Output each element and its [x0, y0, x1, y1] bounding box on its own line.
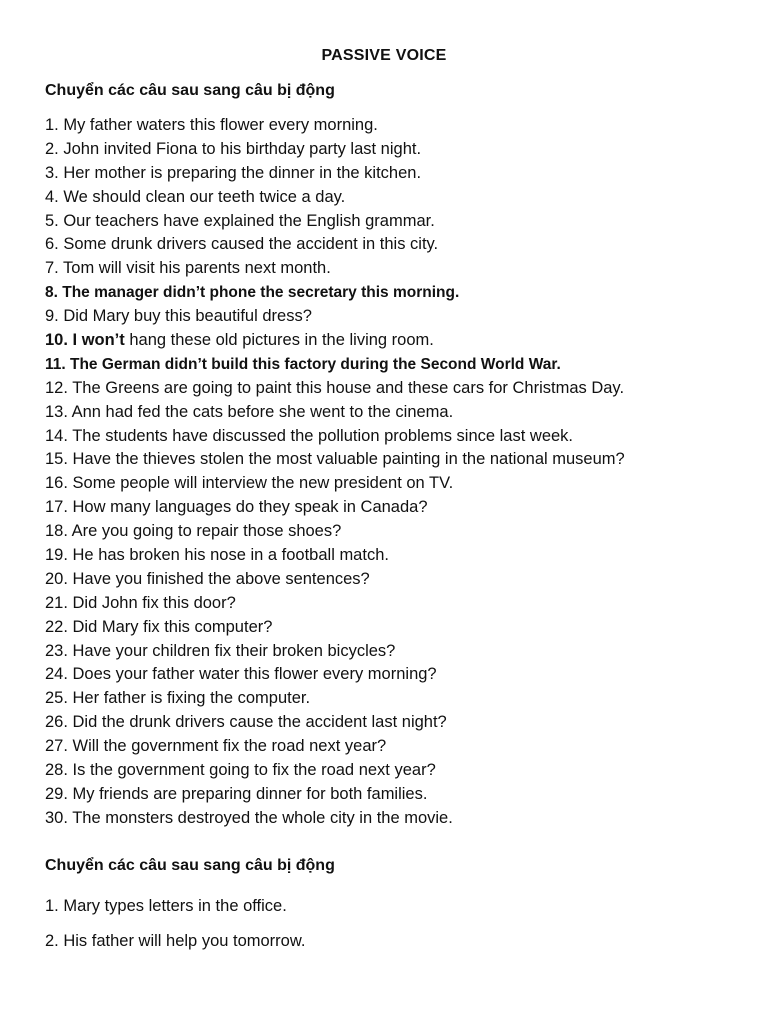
list-item: [45, 329, 625, 353]
list-item: 6. Some drunk drivers caused the accident in this city.: [45, 235, 439, 254]
list-item: 2. John invited Fiona to his birthday party last night.: [45, 139, 422, 158]
list-item: 30. The monsters destroyed the whole city in the movie.: [45, 808, 453, 827]
list-item: 22. Did Mary fix this computer?: [45, 617, 273, 636]
page-title: PASSIVE VOICE: [321, 47, 447, 64]
exercise-list: [45, 114, 625, 831]
list-item: 11. The German didn’t build this factory during the Second World War.: [45, 355, 561, 373]
list-item: 16. Some people will interview the new president on TV.: [45, 474, 454, 493]
list-item: 24. Does your father water this flower every morning?: [45, 665, 437, 684]
list-item: 2. His father will help you tomorrow.: [45, 932, 306, 950]
list-item: 17. How many languages do they speak in Canada?: [45, 498, 428, 517]
list-item: 25. Her father is fixing the computer.: [45, 689, 311, 708]
list-item: 18. Are you going to repair those shoes?: [45, 522, 342, 541]
list-item: 4. We should clean our teeth twice a day.: [45, 187, 346, 206]
list-item: 27. Will the government fix the road next year?: [45, 737, 387, 756]
list-item: 26. Did the drunk drivers cause the accident last night?: [45, 713, 447, 732]
list-item: 28. Is the government going to fix the road next year?: [45, 761, 436, 780]
list-item: 13. Ann had fed the cats before she went to the cinema.: [45, 402, 454, 421]
section-heading: Chuyển các câu sau sang câu bị động: [45, 82, 335, 99]
list-item: 20. Have you finished the above sentences?: [45, 569, 370, 588]
list-item-rest: hang these old pictures in the living room.: [124, 331, 434, 350]
list-item: 23. Have your children fix their broken bicycles?: [45, 641, 396, 660]
section-heading: Chuyển các câu sau sang câu bị động: [45, 857, 335, 874]
list-item: 19. He has broken his nose in a football match.: [45, 546, 389, 565]
list-item: 8. The manager didn’t phone the secretary this morning.: [45, 284, 460, 302]
list-item: 14. The students have discussed the pollution problems since last week.: [45, 426, 573, 445]
list-item: 3. Her mother is preparing the dinner in the kitchen.: [45, 163, 422, 182]
list-item: 1. My father waters this flower every morning.: [45, 116, 378, 134]
list-item: 15. Have the thieves stolen the most valuable painting in the national museum?: [45, 450, 625, 469]
list-item: 12. The Greens are going to paint this house and these cars for Christmas Day.: [45, 378, 625, 397]
list-item: 9. Did Mary buy this beautiful dress?: [45, 307, 312, 326]
list-item-bold-part: 10. I won’t: [45, 331, 125, 350]
exercise-list: [45, 889, 305, 959]
list-item: 21. Did John fix this door?: [45, 593, 236, 612]
list-item: 29. My friends are preparing dinner for both families.: [45, 784, 428, 803]
list-item: 1. Mary types letters in the office.: [45, 897, 287, 915]
list-item: 5. Our teachers have explained the English grammar.: [45, 211, 435, 230]
list-item: 7. Tom will visit his parents next month.: [45, 259, 331, 278]
